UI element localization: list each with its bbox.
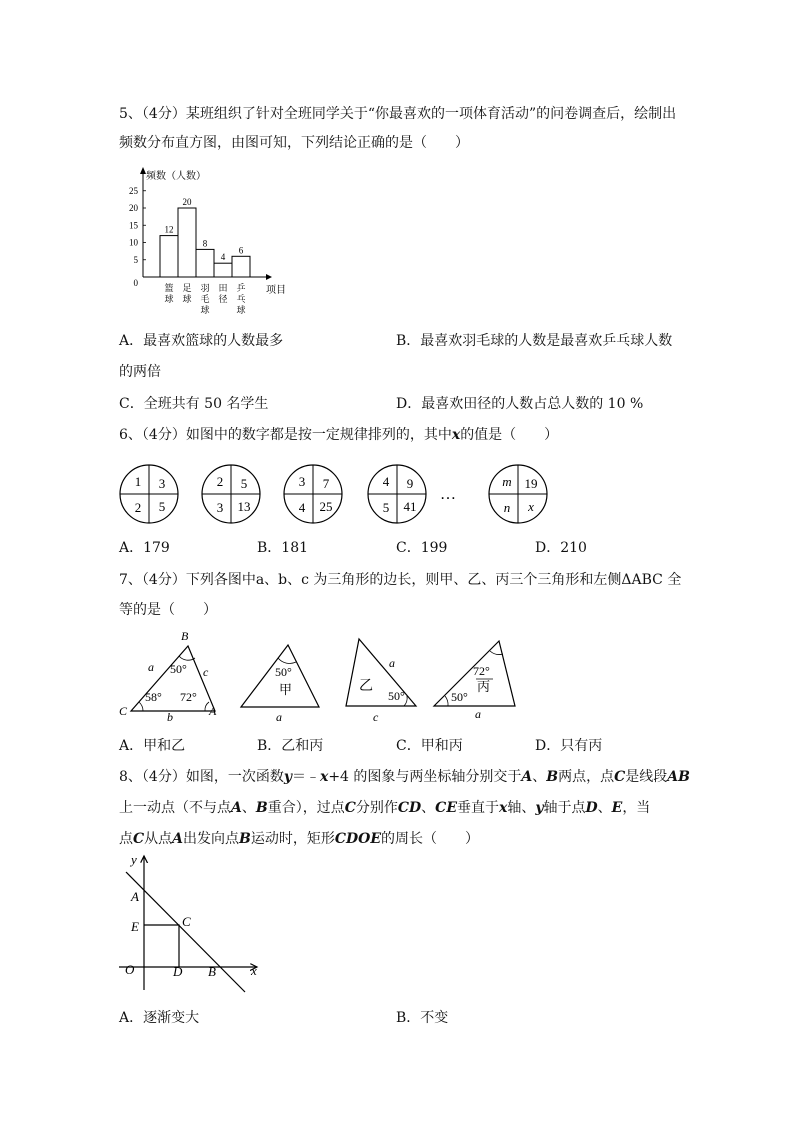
angle-c-label: 58° (145, 690, 162, 704)
q8-option-a[interactable]: A．逐渐变大 (119, 1010, 200, 1026)
q8-text: ，当 (622, 800, 651, 816)
q8-var: CDOE (334, 831, 382, 847)
category-label: 田 (218, 283, 228, 293)
side-c-label: c (203, 665, 209, 679)
q8-var: y (535, 800, 544, 816)
histogram-bar (232, 256, 250, 277)
bing-angle2-label: 50° (451, 690, 468, 704)
triangle-bing (434, 641, 515, 721)
q6-option-a[interactable]: A．179 (119, 540, 170, 556)
circle-top-left-value: 2 (216, 474, 224, 489)
vertex-a-label: A (209, 704, 217, 718)
q8-var: E (611, 800, 623, 816)
q5-histogram (118, 165, 298, 325)
q6-circle-2 (202, 465, 260, 523)
q8-text: 上一动点（不与点 (119, 800, 231, 816)
q8-text: 8、（4分）如图，一次函数 (119, 769, 284, 785)
category-label: 乒 (236, 283, 246, 293)
bar-value-label: 8 (202, 238, 208, 249)
q8-var: CD (397, 800, 422, 816)
q6-circle-5 (489, 465, 547, 523)
q5-option-c[interactable]: C．全班共有 50 名学生 (119, 396, 269, 412)
yi-angle-label: 50° (388, 689, 405, 703)
category-label: 毛 (200, 294, 210, 304)
histogram-bar (178, 208, 196, 277)
q7-option-a[interactable]: A．甲和乙 (119, 738, 186, 754)
q7-option-b[interactable]: B．乙和丙 (257, 738, 324, 754)
histogram-bar (196, 249, 214, 277)
circle-bottom-right-value: 41 (403, 499, 417, 514)
bar-value-label: 4 (220, 252, 226, 263)
x-axis-label: x (251, 963, 257, 978)
q8-text: 、 (421, 800, 436, 816)
q8-var: B (255, 800, 268, 816)
q8-var: C (133, 831, 145, 847)
bar-value-label: 12 (164, 224, 174, 235)
point-d-label: D (173, 964, 183, 979)
circle-top-right-value: 19 (524, 476, 538, 491)
q8-var: x (319, 769, 329, 785)
q8-text: 是线段 (625, 769, 668, 785)
yi-name-label: 乙 (359, 679, 373, 694)
category-label: 乓 (236, 294, 246, 304)
chart-x-axis-label: 项目 (266, 285, 286, 296)
q7-stem-line1: 7、（4分）下列各图中a、b、c 为三角形的边长，则甲、乙、丙三个三角形和左侧ΔABC 全 (119, 572, 682, 588)
x-axis-arrow (266, 274, 272, 280)
category-label: 球 (182, 294, 192, 304)
bar-value-label: 6 (238, 245, 244, 256)
side-a-label: a (148, 660, 154, 674)
q8-var: B (239, 831, 251, 847)
q8-text: 垂直于 (457, 800, 499, 816)
q6-stem (119, 425, 558, 445)
circle-bottom-right-value: 25 (319, 499, 333, 514)
rectangle-cdoe (144, 925, 179, 967)
q8-text: 运动时，矩形 (250, 831, 335, 847)
q8-stem-line1 (119, 767, 690, 787)
category-label: 球 (236, 305, 246, 315)
point-c-label: C (182, 914, 191, 929)
bar-value-label: 20 (182, 197, 192, 207)
y-tick-label: 15 (129, 220, 138, 231)
category-label: 羽 (200, 283, 210, 293)
vertex-b-label: B (181, 629, 189, 643)
q8-var: A (521, 769, 533, 785)
jia-name-label: 甲 (279, 682, 293, 697)
circle-top-left-value: 4 (382, 474, 390, 489)
bing-side-label: a (475, 707, 481, 721)
q8-var: A (231, 800, 242, 816)
q8-text: 的周长（ ） (381, 831, 480, 847)
q5-option-b-cont: 的两倍 (119, 364, 161, 380)
circle-bottom-left-value: 3 (216, 500, 224, 515)
circle-top-right-value: 3 (158, 476, 166, 491)
jia-side-label: a (276, 710, 282, 724)
q8-var: B (546, 769, 559, 785)
circle-top-left-value: 1 (134, 474, 142, 489)
q7-stem-line2: 等的是（ ） (119, 602, 217, 618)
q7-option-c[interactable]: C．甲和丙 (396, 738, 463, 754)
q8-text: 轴、 (507, 800, 536, 816)
q8-var: A (172, 831, 184, 847)
y-tick-label: 25 (129, 185, 138, 196)
histogram-bar (160, 236, 178, 277)
vertex-c-label: C (119, 704, 128, 718)
q6-option-d[interactable]: D．210 (535, 540, 587, 556)
circle-bottom-right-value: x (528, 499, 534, 514)
q6-circle-3 (284, 465, 342, 523)
q5-stem-line1: 5、（4分）某班组织了针对全班同学关于“你最喜欢的一项体育活动”的问卷调查后，绘制出 (119, 106, 677, 122)
category-label: 足 (182, 283, 192, 293)
q8-var: C (614, 769, 626, 785)
q5-option-d[interactable]: D．最喜欢田径的人数占总人数的 10 % (396, 396, 644, 412)
category-label: 径 (218, 294, 228, 304)
q5-option-a[interactable]: A．最喜欢篮球的人数最多 (119, 333, 284, 349)
q8-var: D (585, 800, 598, 816)
q6-stem-var: x (451, 427, 461, 443)
category-label: 球 (164, 294, 174, 304)
q8-var: x (499, 800, 508, 816)
circle-bottom-right-value: 5 (158, 499, 166, 514)
category-label: 球 (200, 305, 210, 315)
q8-var: AB (667, 769, 690, 785)
q8-var: C (344, 800, 356, 816)
chart-y-axis-label: 频数（人数） (146, 171, 206, 182)
y-tick-label: 10 (129, 237, 138, 248)
y-tick-label: 0 (133, 278, 138, 288)
circle-top-right-value: 9 (406, 476, 414, 491)
q6-circle-1 (120, 465, 178, 523)
circle-bottom-left-value: 5 (382, 500, 390, 515)
q8-text: 重合），过点 (267, 800, 345, 816)
side-b-label: b (167, 710, 173, 724)
q5-stem-line2: 频数分布直方图，由图可知，下列结论正确的是（ ） (119, 135, 469, 151)
y-tick-label: 20 (129, 203, 138, 213)
q8-text: ＝﹣ (291, 769, 320, 785)
point-a-label: A (131, 889, 139, 904)
y-axis-label: y (131, 852, 137, 867)
origin-label: O (125, 962, 135, 977)
category-label: 篮 (164, 283, 174, 293)
q6-stem-part: 的值是（ ） (460, 427, 559, 443)
q8-option-b[interactable]: B．不变 (396, 1010, 449, 1026)
point-b-label: B (208, 964, 216, 979)
q8-var: CE (435, 800, 457, 816)
q6-option-b[interactable]: B．181 (257, 540, 309, 556)
q8-text: 轴于点 (543, 800, 586, 816)
q5-option-b[interactable]: B．最喜欢羽毛球的人数是最喜欢乒乓球人数 (396, 333, 673, 349)
q6-number-circles (118, 455, 558, 535)
angle-a-label: 72° (180, 690, 197, 704)
q8-text: 分别作 (355, 800, 398, 816)
q8-var: y (283, 769, 292, 785)
bing-name-label: 丙 (477, 679, 491, 694)
q8-stem-line2 (119, 798, 650, 818)
triangle-jia (241, 645, 319, 724)
q8-stem-line3 (119, 829, 479, 849)
yi-side-a-label: a (389, 656, 395, 670)
circle-bottom-left-value: 2 (134, 500, 142, 515)
ellipsis: … (440, 486, 456, 503)
q8-text: +4 的图象与两坐标轴分别交于 (328, 769, 522, 785)
q8-text: 出发向点 (183, 831, 240, 847)
q6-stem-part: 6、（4分）如图中的数字都是按一定规律排列的，其中 (119, 427, 452, 443)
q8-text: 两点，点 (558, 769, 615, 785)
circle-top-left-value: m (502, 474, 512, 489)
circle-bottom-left-value: n (503, 500, 511, 515)
triangle-abc (119, 629, 217, 724)
jia-angle-label: 50° (275, 665, 292, 679)
q8-text: 、 (532, 769, 547, 785)
q8-coordinate-graph (115, 850, 265, 995)
q8-text: 从点 (144, 831, 173, 847)
histogram-bar (214, 263, 232, 277)
q8-text: 、 (597, 800, 612, 816)
q7-option-d[interactable]: D．只有丙 (535, 738, 603, 754)
q8-text: 点 (119, 831, 133, 847)
y-tick-label: 5 (133, 254, 138, 265)
triangle-yi (346, 639, 416, 724)
q6-circle-4 (368, 465, 426, 523)
bing-angle1-label: 72° (473, 664, 490, 678)
circle-top-right-value: 7 (322, 476, 330, 491)
circle-bottom-right-value: 13 (237, 499, 251, 514)
circle-bottom-left-value: 4 (298, 500, 306, 515)
q6-option-c[interactable]: C．199 (396, 540, 448, 556)
q8-text: 、 (241, 800, 256, 816)
q7-triangles-figure (115, 625, 535, 725)
point-e-label: E (131, 919, 139, 934)
yi-side-c-label: c (373, 710, 379, 724)
angle-b-label: 50° (170, 662, 187, 676)
circle-top-right-value: 5 (240, 476, 248, 491)
circle-top-left-value: 3 (298, 474, 306, 489)
